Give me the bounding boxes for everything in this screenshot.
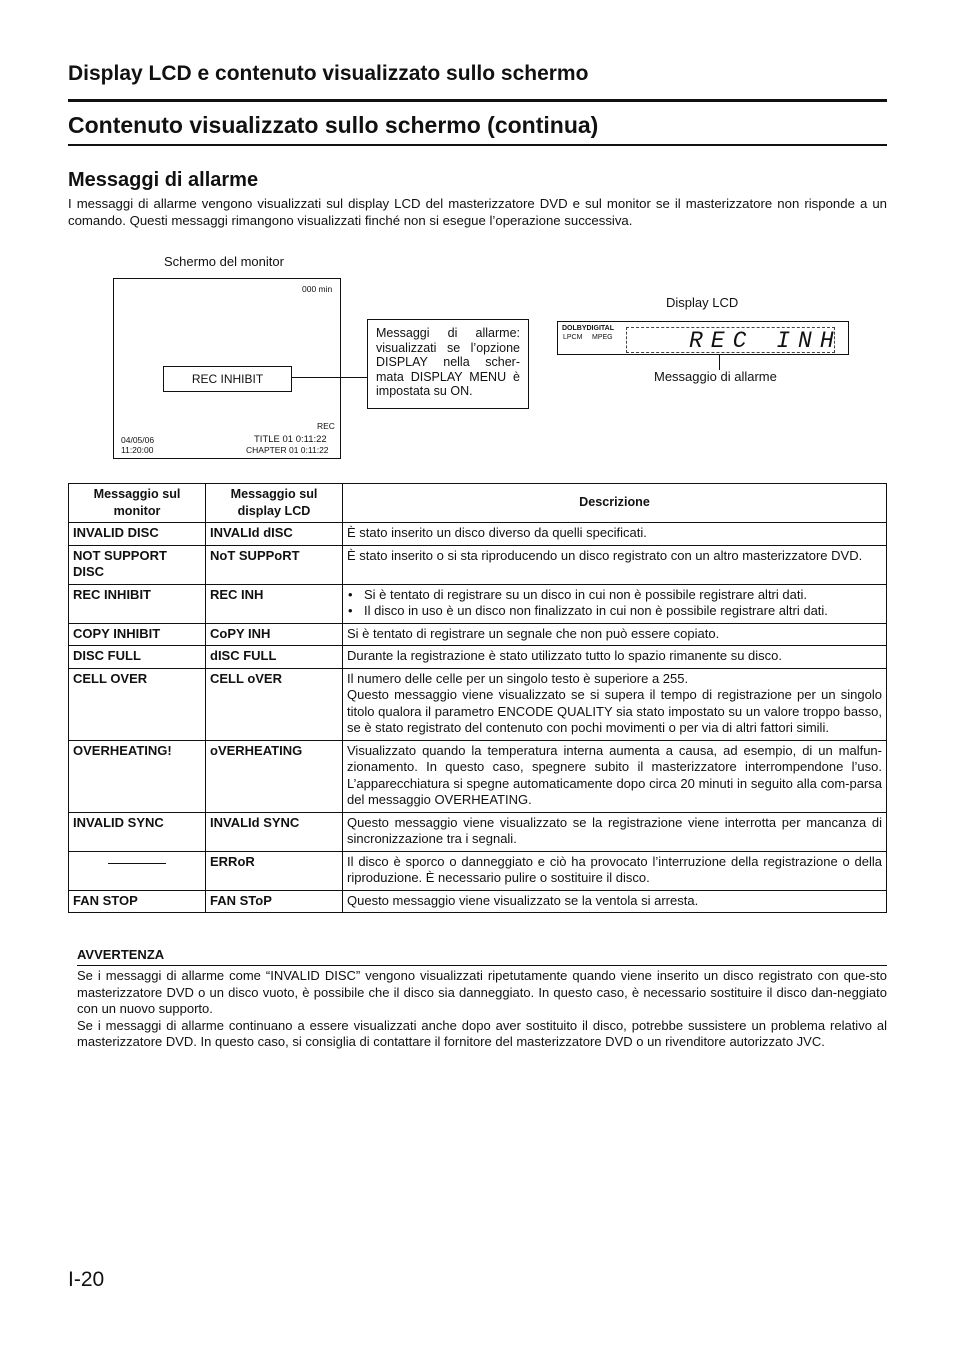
description: È stato inserito un disco diverso da quelli specificati. bbox=[343, 523, 887, 546]
bullet-text: Il disco in uso è un disco non finalizzato in cui non è possibile registrare altri dati. bbox=[364, 603, 828, 618]
lcd-message: oVERHEATING bbox=[206, 740, 343, 812]
no-message-dash bbox=[108, 863, 166, 864]
bullet-dot: • bbox=[348, 586, 353, 602]
table-row bbox=[69, 623, 887, 646]
page-title: Contenuto visualizzato sullo schermo (continua) bbox=[68, 112, 599, 138]
monitor-message: INVALID SYNC bbox=[69, 812, 206, 851]
lcd-message: CELL oVER bbox=[206, 668, 343, 740]
monitor-message: NOT SUPPORT DISC bbox=[69, 545, 206, 584]
subsection-title: Messaggi di allarme bbox=[68, 169, 259, 191]
monitor-date: 04/05/06 bbox=[121, 435, 155, 445]
monitor-message: DISC FULL bbox=[69, 646, 206, 669]
callout-leader bbox=[291, 377, 368, 378]
monitor-time: 11:20:00 bbox=[121, 445, 154, 455]
lcd-lpcm-label: LPCM bbox=[563, 334, 583, 341]
warning-paragraph: Se i messaggi di allarme continuano a essere visualizzati anche dopo aver sostituito il disco, potrebbe sussistere un problema relativo al masterizzatore DVD. In questo caso, si consiglia di contattare il fornitore del masterizzatore DVD o un rivenditore autorizzato JVC. bbox=[77, 1017, 887, 1049]
warning-paragraph: Se i messaggi di allarme come “INVALID DISC” vengono visualizzati ripetutamente quando viene inserito un disco registrato con que-sto masterizzatore DVD o un disco vuoto, è possibile che il disco sia danneggiato. In questo caso, è necessario sostituire il disco dan-neggiato con un nuovo supporto. bbox=[77, 968, 887, 1016]
description-line: Il numero delle celle per un singolo testo è superiore a 255. bbox=[347, 670, 689, 686]
header-lcd: Messaggio sul display LCD bbox=[206, 484, 343, 523]
lcd-message: CoPY INH bbox=[206, 623, 343, 646]
table-row bbox=[69, 740, 887, 812]
table-row bbox=[69, 851, 887, 890]
warning-title: AVVERTENZA bbox=[77, 947, 165, 962]
lcd-message: NoT SUPPoRT bbox=[206, 545, 343, 584]
header-description: Descrizione bbox=[343, 484, 887, 523]
lcd-segment-text: REC INH bbox=[689, 328, 842, 354]
description: È stato inserito o si sta riproducendo un disco registrato con un altro masterizzatore DVD. bbox=[343, 545, 887, 584]
description: Questo messaggio viene visualizzato se la registrazione viene interrotta per mancanza di sincronizzazione tra i segnali. bbox=[343, 812, 887, 851]
callout-text: Messaggi di allarme: visualizzati se l’opzione DISPLAY nella scher-mata DISPLAY MENU è impostata su ON. bbox=[376, 326, 520, 398]
table-row bbox=[69, 668, 887, 740]
lcd-label: Messaggio di allarme bbox=[654, 369, 777, 384]
intro-paragraph: I messaggi di allarme vengono visualizzati sul display LCD del masterizzatore DVD e sul monitor se il masterizzatore non risponde a un comando. Questi messaggi rimangono visualizzati finché non si esegue l’operazione successiva. bbox=[68, 196, 887, 228]
monitor-chapter-time: CHAPTER 01 0:11:22 bbox=[246, 445, 329, 455]
monitor-message: REC INHIBIT bbox=[69, 584, 206, 623]
lcd-leader bbox=[719, 355, 720, 370]
bullet-item bbox=[347, 603, 882, 620]
description: Il disco è sporco o danneggiato e ciò ha provocato l’interruzione della registrazione o della riproduzione. È necessario pulire o sostituire il disco. bbox=[343, 851, 887, 890]
monitor-counter: 000 min bbox=[302, 284, 333, 294]
section-title: Display LCD e contenuto visualizzato sullo schermo bbox=[68, 62, 589, 85]
table-row bbox=[69, 646, 887, 669]
table-row bbox=[69, 523, 887, 546]
description bbox=[343, 668, 887, 740]
monitor-message: FAN STOP bbox=[69, 890, 206, 913]
alarm-table bbox=[68, 483, 887, 913]
lcd-message: ERRoR bbox=[206, 851, 343, 890]
description: Visualizzato quando la temperatura interna aumenta a causa, ad esempio, di un malfun-zionamento. In questo caso, spegnere subito il masterizzatore interrompendone l’uso. L’apparecchiatura si spegne automaticamente dopo circa 20 minuti in seguito alla com-parsa del messaggio OVERHEATING. bbox=[343, 740, 887, 812]
header-rule bbox=[68, 99, 887, 102]
bullet-item bbox=[347, 587, 882, 604]
header-monitor: Messaggio sul monitor bbox=[69, 484, 206, 523]
monitor-caption: Schermo del monitor bbox=[164, 254, 284, 269]
description: Questo messaggio viene visualizzato se la ventola si arresta. bbox=[343, 890, 887, 913]
lcd-message: INVALId dISC bbox=[206, 523, 343, 546]
bullet-text: Si è tentato di registrare su un disco in cui non è possibile registrare altri dati. bbox=[364, 586, 807, 602]
monitor-message: COPY INHIBIT bbox=[69, 623, 206, 646]
lcd-message: dISC FULL bbox=[206, 646, 343, 669]
table-row bbox=[69, 584, 887, 623]
table-row bbox=[69, 890, 887, 913]
monitor-message-none bbox=[69, 851, 206, 890]
description bbox=[343, 584, 887, 623]
warning-rule bbox=[77, 965, 887, 966]
lcd-mpeg-label: MPEG bbox=[592, 334, 613, 341]
monitor-title-time: TITLE 01 0:11:22 bbox=[254, 434, 327, 445]
monitor-message: INVALID DISC bbox=[69, 523, 206, 546]
monitor-message: OVERHEATING! bbox=[69, 740, 206, 812]
lcd-dolby-label: DOLBYDIGITAL bbox=[562, 325, 614, 332]
warning-text bbox=[77, 968, 887, 1051]
bullet-dot: • bbox=[348, 603, 353, 618]
lcd-message: INVALId SYNC bbox=[206, 812, 343, 851]
page-number: I-20 bbox=[68, 1268, 105, 1291]
monitor-alarm-message: REC INHIBIT bbox=[163, 366, 292, 392]
table-row bbox=[69, 812, 887, 851]
table-header-row bbox=[69, 484, 887, 523]
title-rule bbox=[68, 144, 887, 146]
lcd-message: FAN SToP bbox=[206, 890, 343, 913]
description: Durante la registrazione è stato utilizzato tutto lo spazio rimanente su disco. bbox=[343, 646, 887, 669]
monitor-message: CELL OVER bbox=[69, 668, 206, 740]
description: Si è tentato di registrare un segnale che non può essere copiato. bbox=[343, 623, 887, 646]
lcd-message: REC INH bbox=[206, 584, 343, 623]
lcd-caption: Display LCD bbox=[666, 295, 739, 310]
table-row bbox=[69, 545, 887, 584]
description-line: Questo messaggio viene visualizzato se si supera il tempo di registrazione per un singolo titolo qualora il parametro ENCODE QUALITY sia stato impostato su un valore troppo basso, se è stato registrato del contenuto con pochi movimenti o per via di altri fattori simili. bbox=[347, 687, 882, 735]
monitor-rec-indicator: REC bbox=[317, 421, 335, 431]
